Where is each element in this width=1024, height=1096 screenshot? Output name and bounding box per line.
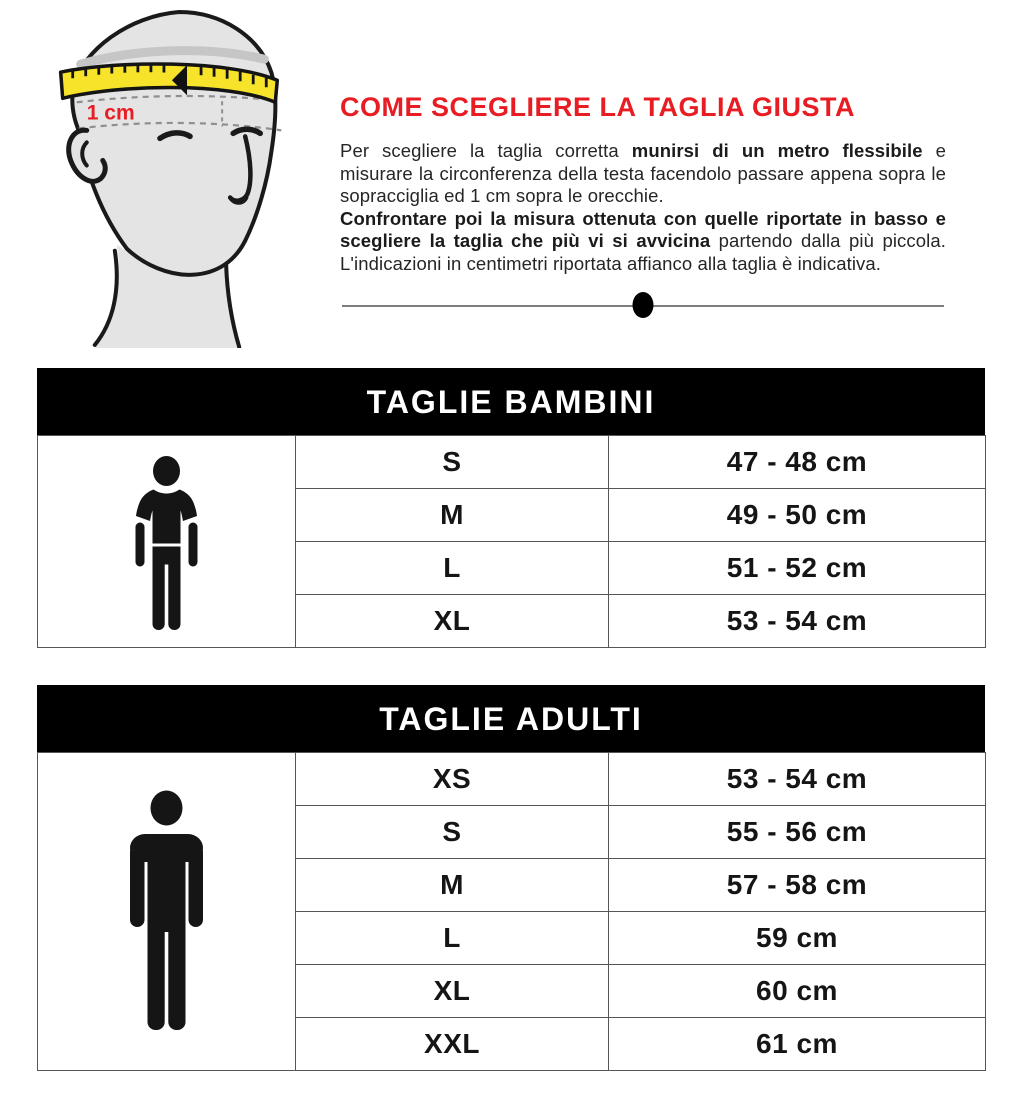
range-cell: 55 - 56 cm: [609, 806, 986, 859]
size-cell: XL: [296, 595, 609, 648]
range-cell: 51 - 52 cm: [609, 542, 986, 595]
page-title: COME SCEGLIERE LA TAGLIA GIUSTA: [340, 92, 855, 122]
size-cell: M: [296, 489, 609, 542]
range-cell: 49 - 50 cm: [609, 489, 986, 542]
size-cell: XXL: [296, 1018, 609, 1071]
bambini-title-band: TAGLIE BAMBINI: [37, 368, 985, 435]
size-cell: XL: [296, 965, 609, 1018]
head-measure-drawing: [28, 2, 330, 348]
intro-text: Per scegliere la taglia corretta: [340, 140, 632, 161]
section-divider: [340, 292, 946, 319]
adulti-title-band: TAGLIE ADULTI: [37, 685, 985, 752]
size-cell: M: [296, 859, 609, 912]
range-cell: 59 cm: [609, 912, 986, 965]
range-cell: 61 cm: [609, 1018, 986, 1071]
range-cell: 53 - 54 cm: [609, 753, 986, 806]
intro-paragraph-1: [340, 140, 946, 208]
intro-paragraph-2: [340, 208, 946, 276]
size-cell: S: [296, 436, 609, 489]
intro-text-bold: munirsi di un metro flessibile: [631, 140, 923, 161]
adulti-size-table: [37, 752, 986, 1071]
intro-text: e misurare la circonferenza della testa facendolo passare appena sopra le sopracciglia ed 1 cm sopra le orecchie.: [340, 140, 946, 207]
size-cell: XS: [296, 753, 609, 806]
table-row: [38, 436, 986, 489]
intro-section: [340, 92, 946, 319]
intro-text-bold: Confrontare poi la misura ottenuta con quelle riportate in basso e scegliere la taglia che più vi si avvicina: [340, 207, 946, 252]
bambini-icon-cell: [38, 436, 296, 648]
size-cell: L: [296, 542, 609, 595]
divider-dot-icon: [633, 292, 654, 318]
bambini-size-table: [37, 435, 986, 648]
intro-text: partendo dalla più piccola. L'indicazioni in centimetri riportata affianco alla taglia è indicativa.: [340, 230, 946, 274]
one-cm-label: 1 cm: [86, 101, 135, 125]
size-cell: L: [296, 912, 609, 965]
range-cell: 47 - 48 cm: [609, 436, 986, 489]
adulti-icon-cell: [38, 753, 296, 1071]
range-cell: 60 cm: [609, 965, 986, 1018]
range-cell: 53 - 54 cm: [609, 595, 986, 648]
child-silhouette-icon: [129, 452, 204, 632]
range-cell: 57 - 58 cm: [609, 859, 986, 912]
table-row: [38, 753, 986, 806]
size-cell: S: [296, 806, 609, 859]
head-measure-illustration: [28, 2, 330, 348]
size-tables-section: [37, 368, 985, 1071]
adult-silhouette-icon: [119, 787, 214, 1037]
